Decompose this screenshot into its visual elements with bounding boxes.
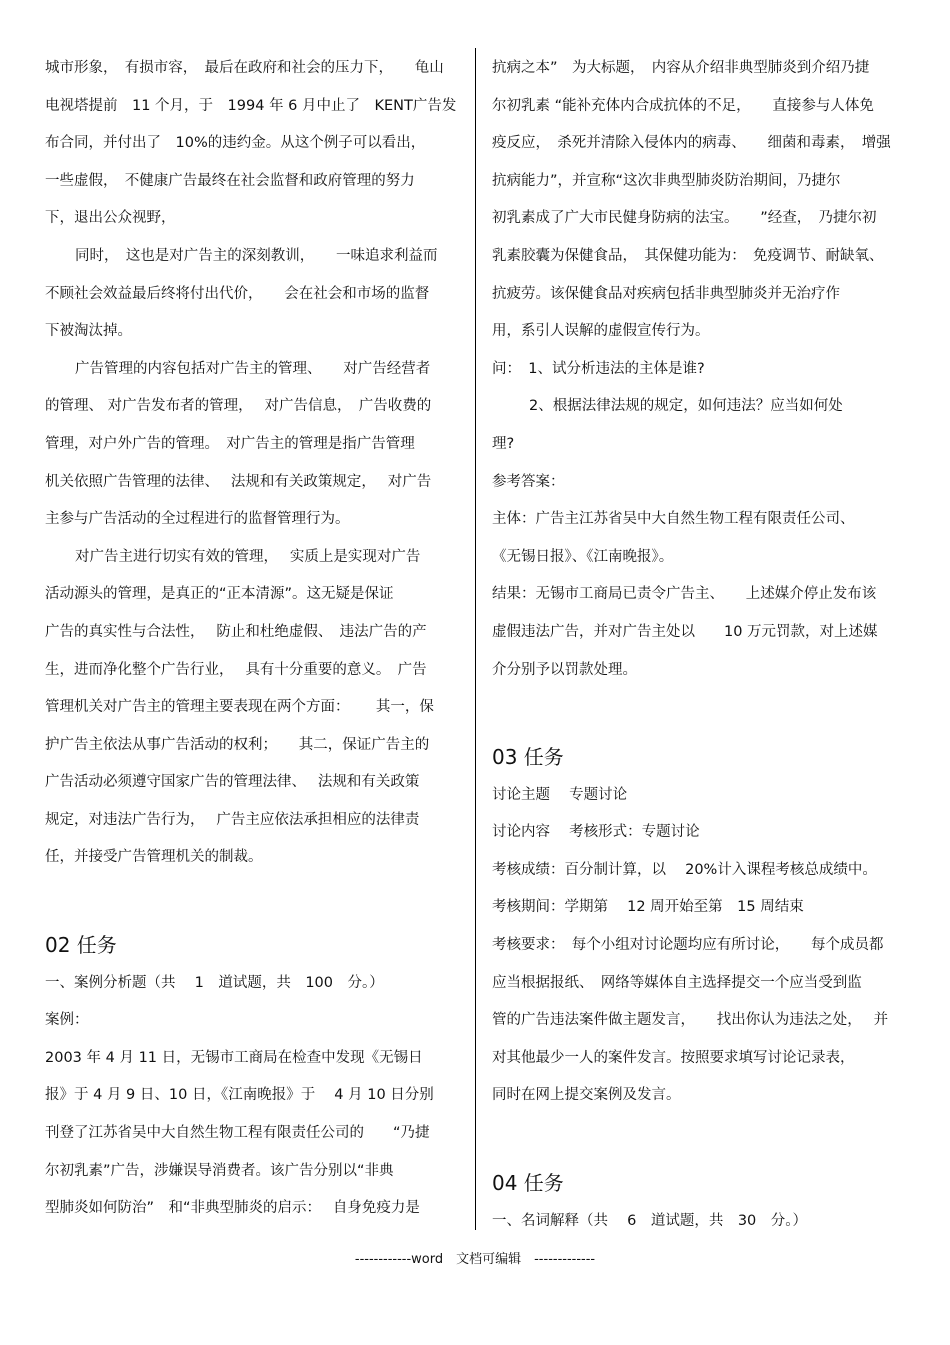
text-line: 一、名词解释（共 6 道试题，共 30 分。） (492, 1212, 808, 1229)
text-line: 对广告主进行切实有效的管理， 实质上是实现对广告 (75, 548, 421, 565)
text-line: 主体：广告主江苏省吴中大自然生物工程有限责任公司、 (492, 511, 855, 528)
text-line: 同时在网上提交案例及发言。 (492, 1087, 681, 1104)
text-line: 电视塔提前 11 个月，于 1994 年 6 月中止了 KENT广告发 (45, 97, 457, 114)
text-line: 同时， 这也是对广告主的深刻教训， 一味追求利益而 (75, 247, 438, 264)
page-footer: ------------word 文档可编辑 ------------- (354, 1252, 596, 1267)
spacer (492, 689, 910, 727)
section-heading-02: 02 任务 (45, 932, 117, 957)
left-column (45, 50, 463, 1228)
case-continuation (492, 50, 910, 426)
text-line: 疫反应， 杀死并清除入侵体内的病毒、 细菌和毒素， 增强 (492, 135, 891, 152)
text-line: 考核期间：学期第 12 周开始至第 15 周结束 (492, 899, 804, 916)
text-line: 《无锡日报》、《江南晚报》。 (492, 548, 674, 565)
section-heading-03: 03 任务 (492, 744, 564, 769)
text-line: 对其他最少一人的案件发言。按照要求填写讨论记录表， (492, 1049, 855, 1066)
text-line: 刊登了江苏省吴中大自然生物工程有限责任公司的 “乃捷 (45, 1125, 430, 1142)
text-line: 结果：无锡市工商局已责令广告主、 上述媒介停止发布该 (492, 586, 877, 603)
spacer (492, 1115, 910, 1153)
paragraph-management-content (45, 351, 463, 539)
column-divider (475, 48, 476, 1230)
text-line: 2003 年 4 月 11 日，无锡市工商局在检查中发现《无锡日 (45, 1049, 423, 1066)
text-line: 主参与广告活动的全过程进行的监督管理行为。 (45, 511, 350, 528)
case-analysis-section (45, 965, 463, 1228)
text-line: 管的广告违法案件做主题发言， 找出你认为违法之处， 并 (492, 1012, 889, 1029)
text-line: 型肺炎如何防治” 和“非典型肺炎的启示： 自身免疫力是 (45, 1200, 420, 1217)
text-line: 初乳素成了广大市民健身防病的法宝。 ”经查， 乃捷尔初 (492, 210, 877, 227)
text-line: 理? (492, 435, 515, 452)
text-line: 考核要求： 每个小组对讨论题均应有所讨论， 每个成员都 (492, 937, 884, 954)
text-line: 乳素胶囊为保健食品， 其保健功能为： 免疫调节、耐缺氧、 (492, 247, 884, 264)
paragraph-lesson (45, 238, 463, 351)
text-line: 抗疲劳。该保健食品对疾病包括非典型肺炎并无治疗作 (492, 285, 840, 302)
text-line: 布合同，并付出了 10%的违约金。从这个例子可以看出， (45, 135, 426, 152)
text-line: 不顾社会效益最后终将付出代价， 会在社会和市场的监督 (45, 285, 430, 302)
text-line: 参考答案： (492, 473, 565, 490)
text-line: 一、案例分析题（共 1 道试题，共 100 分。） (45, 974, 384, 991)
text-line: 抗病之本” 为大标题， 内容从介绍非典型肺炎到介绍乃捷 (492, 60, 870, 76)
spacer (45, 877, 463, 915)
text-line: 一些虚假， 不健康广告最终在社会监督和政府管理的努力 (45, 172, 415, 189)
text-line: 的管理、 对广告发布者的管理， 对广告信息， 广告收费的 (45, 398, 432, 415)
text-line: 生，进而净化整个广告行业， 具有十分重要的意义。 广告 (45, 661, 427, 678)
text-line: 规定，对违法广告行为， 广告主应依法承担相应的法律责 (45, 811, 420, 828)
text-line: 机关依照广告管理的法律、 法规和有关政策规定， 对广告 (45, 473, 432, 490)
paragraph-kent-case (45, 50, 463, 238)
paragraph-advertiser-management (45, 539, 463, 877)
text-line: 广告管理的内容包括对广告主的管理、 对广告经营者 (75, 360, 431, 377)
text-line: 城市形象， 有损市容， 最后在政府和社会的压力下， 龟山 (45, 60, 444, 76)
section-heading-04: 04 任务 (492, 1170, 564, 1195)
text-line: 讨论内容 考核形式：专题讨论 (492, 824, 700, 841)
discussion-section (492, 777, 910, 1115)
text-line: 虚假违法广告，并对广告主处以 10 万元罚款，对上述媒 (492, 623, 878, 640)
text-line: 介分别予以罚款处理。 (492, 661, 637, 678)
text-line: 活动源头的管理，是真正的“正本清源”。这无疑是保证 (45, 586, 394, 603)
text-line: 管理机关对广告主的管理主要表现在两个方面： 其一，保 (45, 699, 434, 716)
text-line: 问： 1、试分析违法的主体是谁? (492, 360, 705, 377)
text-line: 广告活动必须遵守国家广告的管理法律、 法规和有关政策 (45, 774, 420, 791)
text-line: 2、根据法律法规的规定，如何违法？应当如何处 (529, 398, 843, 415)
text-line: 案例： (45, 1012, 89, 1029)
terms-section (492, 1203, 910, 1241)
text-line: 尔初乳素 “能补充体内合成抗体的不足， 直接参与人体免 (492, 97, 874, 114)
text-line: 下，退出公众视野， (45, 210, 176, 227)
text-line: 广告的真实性与合法性， 防止和杜绝虚假、 违法广告的产 (45, 623, 427, 640)
text-line: 任，并接受广告管理机关的制裁。 (45, 849, 263, 866)
text-line: 讨论主题 专题讨论 (492, 786, 628, 803)
text-line: 管理，对户外广告的管理。 对广告主的管理是指广告管理 (45, 435, 415, 452)
text-line: 护广告主依法从事广告活动的权利； 其二，保证广告主的 (45, 736, 430, 753)
text-line: 报》于 4 月 9 日、10 日，《江南晚报》于 4 月 10 日分别 (45, 1087, 434, 1104)
text-line: 抗病能力”，并宣称“这次非典型肺炎防治期间，乃捷尔 (492, 172, 841, 189)
reference-answer (492, 426, 910, 689)
text-line: 应当根据报纸、 网络等媒体自主选择提交一个应当受到监 (492, 974, 862, 991)
text-line: 用，系引人误解的虚假宣传行为。 (492, 323, 710, 340)
text-line: 尔初乳素”广告，涉嫌误导消费者。该广告分别以“非典 (45, 1162, 394, 1179)
text-line: 考核成绩：百分制计算，以 20%计入课程考核总成绩中。 (492, 861, 877, 878)
text-line: 下被淘汰掉。 (45, 323, 132, 340)
right-column (492, 50, 910, 1240)
